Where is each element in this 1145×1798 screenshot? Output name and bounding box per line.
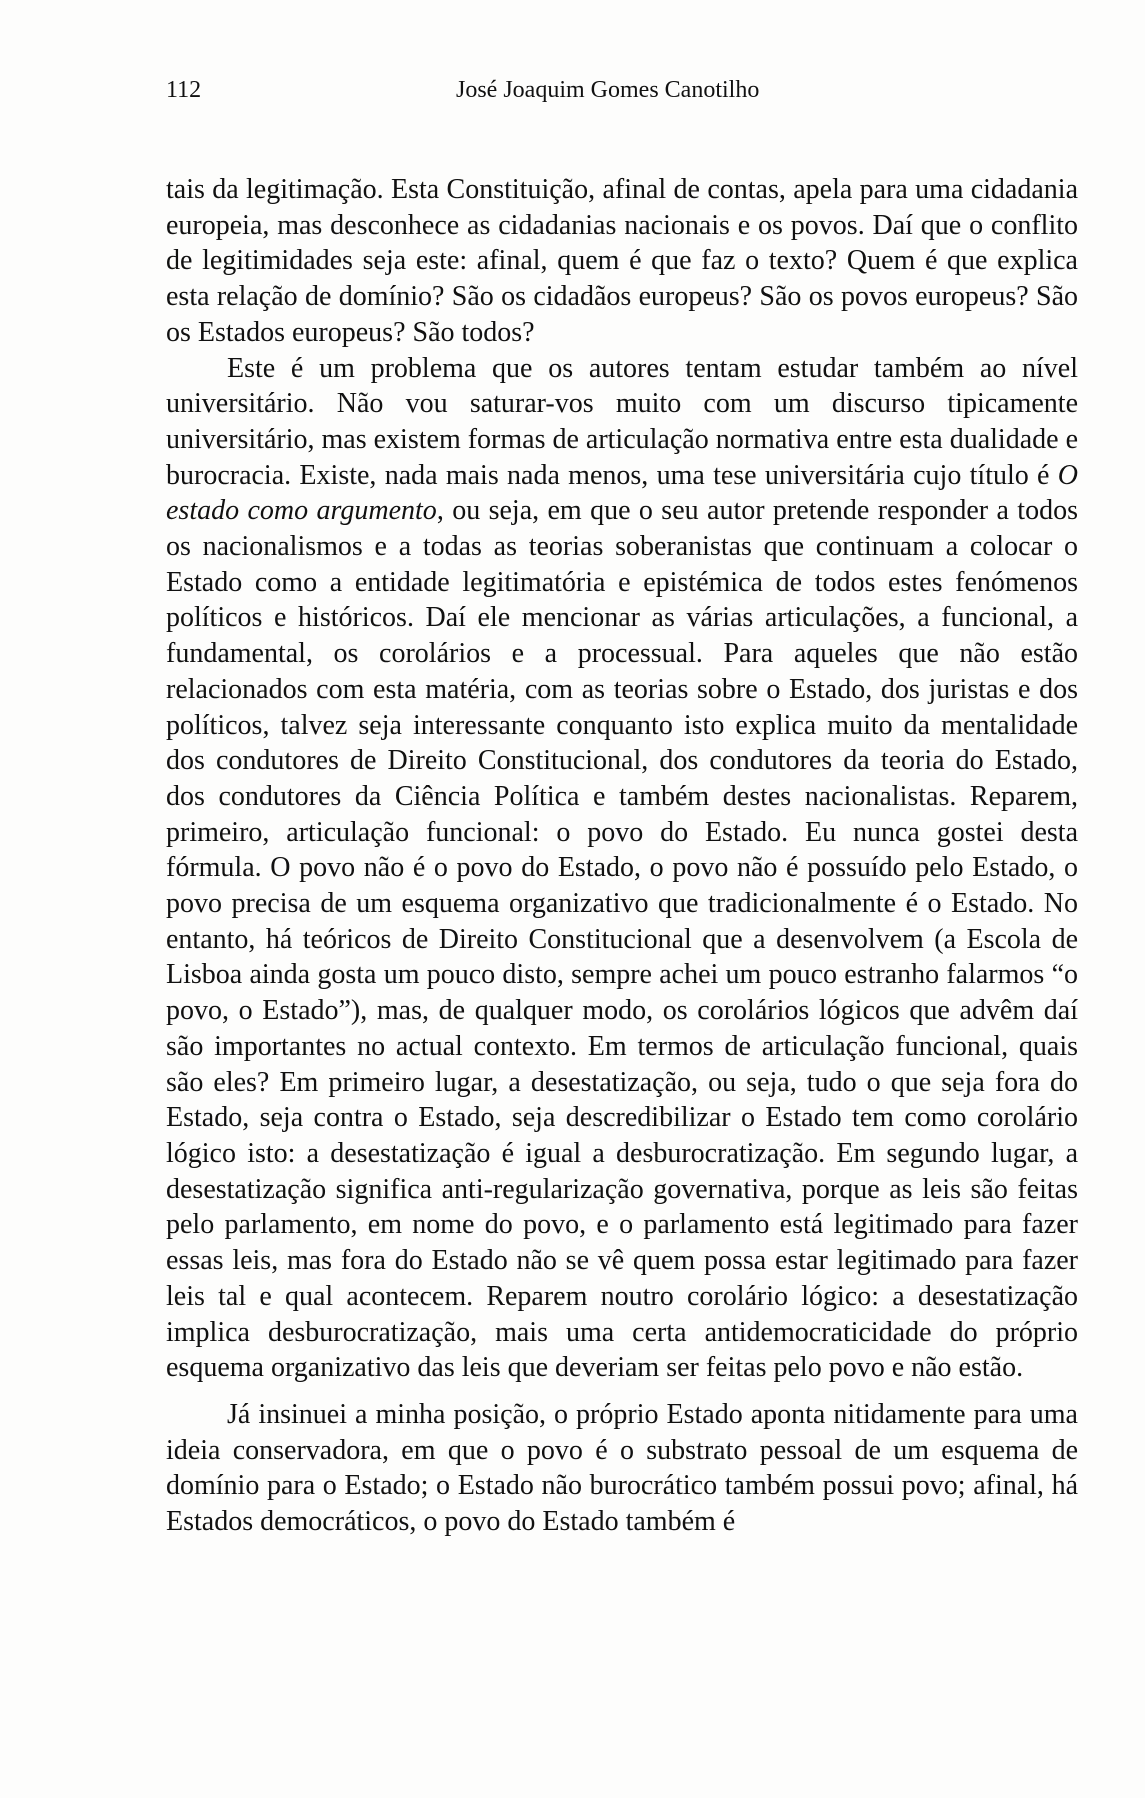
paragraph-2 [166,351,1078,1386]
paragraph-1-text: tais da legitimação. Esta Constituição, afinal de contas, apela para uma cidadania europeia, mas desconhece as cidadanias nacionais e os povos. Daí que o conflito de legitimidades seja este: afinal, quem é que faz o texto? Quem é que explica esta relação de domínio? São os cidadãos europeus? São os povos europeus? São os Estados europeus? São todos? [166,174,1078,348]
page-number: 112 [166,77,202,103]
paragraph-2-text-after: , ou seja, em que o seu autor pretende responder a todos os nacionalismos e a todas as teorias soberanistas que continuam a colocar o Estado como a entidade legitimatória e epistémica de todos estes fenómenos políticos e históricos. Daí ele mencionar as várias articulações, a funcional, a fundamental, os corolários e a processual. Para aqueles que não estão relacionados com esta matéria, com as teorias sobre o Estado, dos juristas e dos políticos, talvez seja interessante conquanto isto explica muito da mentalidade dos condutores de Direito Constitucional, dos condutores da teoria do Estado, dos condutores da Ciência Política e também destes nacionalistas. Reparem, primeiro, articulação funcional: o povo do Estado. Eu nunca gostei desta fórmula. O povo não é o povo do Estado, o povo não é possuído pelo Estado, o povo precisa de um esquema organizativo que tradicionalmente é o Estado. No entanto, há teóricos de Direito Constitucional que a desenvolvem (a Escola de Lisboa ainda gosta um pouco disto, sempre achei um pouco estranho falarmos “o povo, o Estado”), mas, de qualquer modo, os corolários lógicos que advêm daí são importantes no actual contexto. Em termos de articulação funcional, quais são eles? Em primeiro lugar, a desestatização, ou seja, tudo o que seja fora do Estado, seja contra o Estado, seja descredibilizar o Estado tem como corolário lógico isto: a desestatização é igual a desburocratização. Em segundo lugar, a desestatização significa anti-regularização governativa, porque as leis são feitas pelo parlamento, em nome do povo, e o parlamento está legitimado para fazer essas leis, mas fora do Estado não se vê quem possa estar legitimado para fazer leis tal e qual acontecem. Reparem noutro corolário lógico: a desestatização implica desburocratização, mais uma certa antidemocraticidade do próprio esquema organizativo das leis que deveriam ser feitas pelo povo e não estão. [166,495,1078,1384]
running-title: José Joaquim Gomes Canotilho [456,77,760,103]
paragraph-1 [166,172,1078,351]
paragraph-2-text-before: Este é um problema que os autores tentam estudar também ao nível universitário. Não vou saturar-vos muito com um discurso tipicamente universitário, mas existem formas de articulação normativa entre esta dualidade e burocracia. Existe, nada mais nada menos, uma tese universitária cujo título é [166,352,1078,491]
thesis-title: O estado como argumento [166,459,1078,527]
paragraph-3 [166,1397,1078,1540]
paragraph-3-text: Já insinuei a minha posição, o próprio Estado aponta nitidamente para uma ideia conservadora, em que o povo é o substrato pessoal de um esquema de domínio para o Estado; o Estado não burocrático também possui povo; afinal, há Estados democráticos, o povo do Estado também é [166,1398,1078,1538]
body-text [166,172,1078,1540]
running-header [166,72,1078,108]
